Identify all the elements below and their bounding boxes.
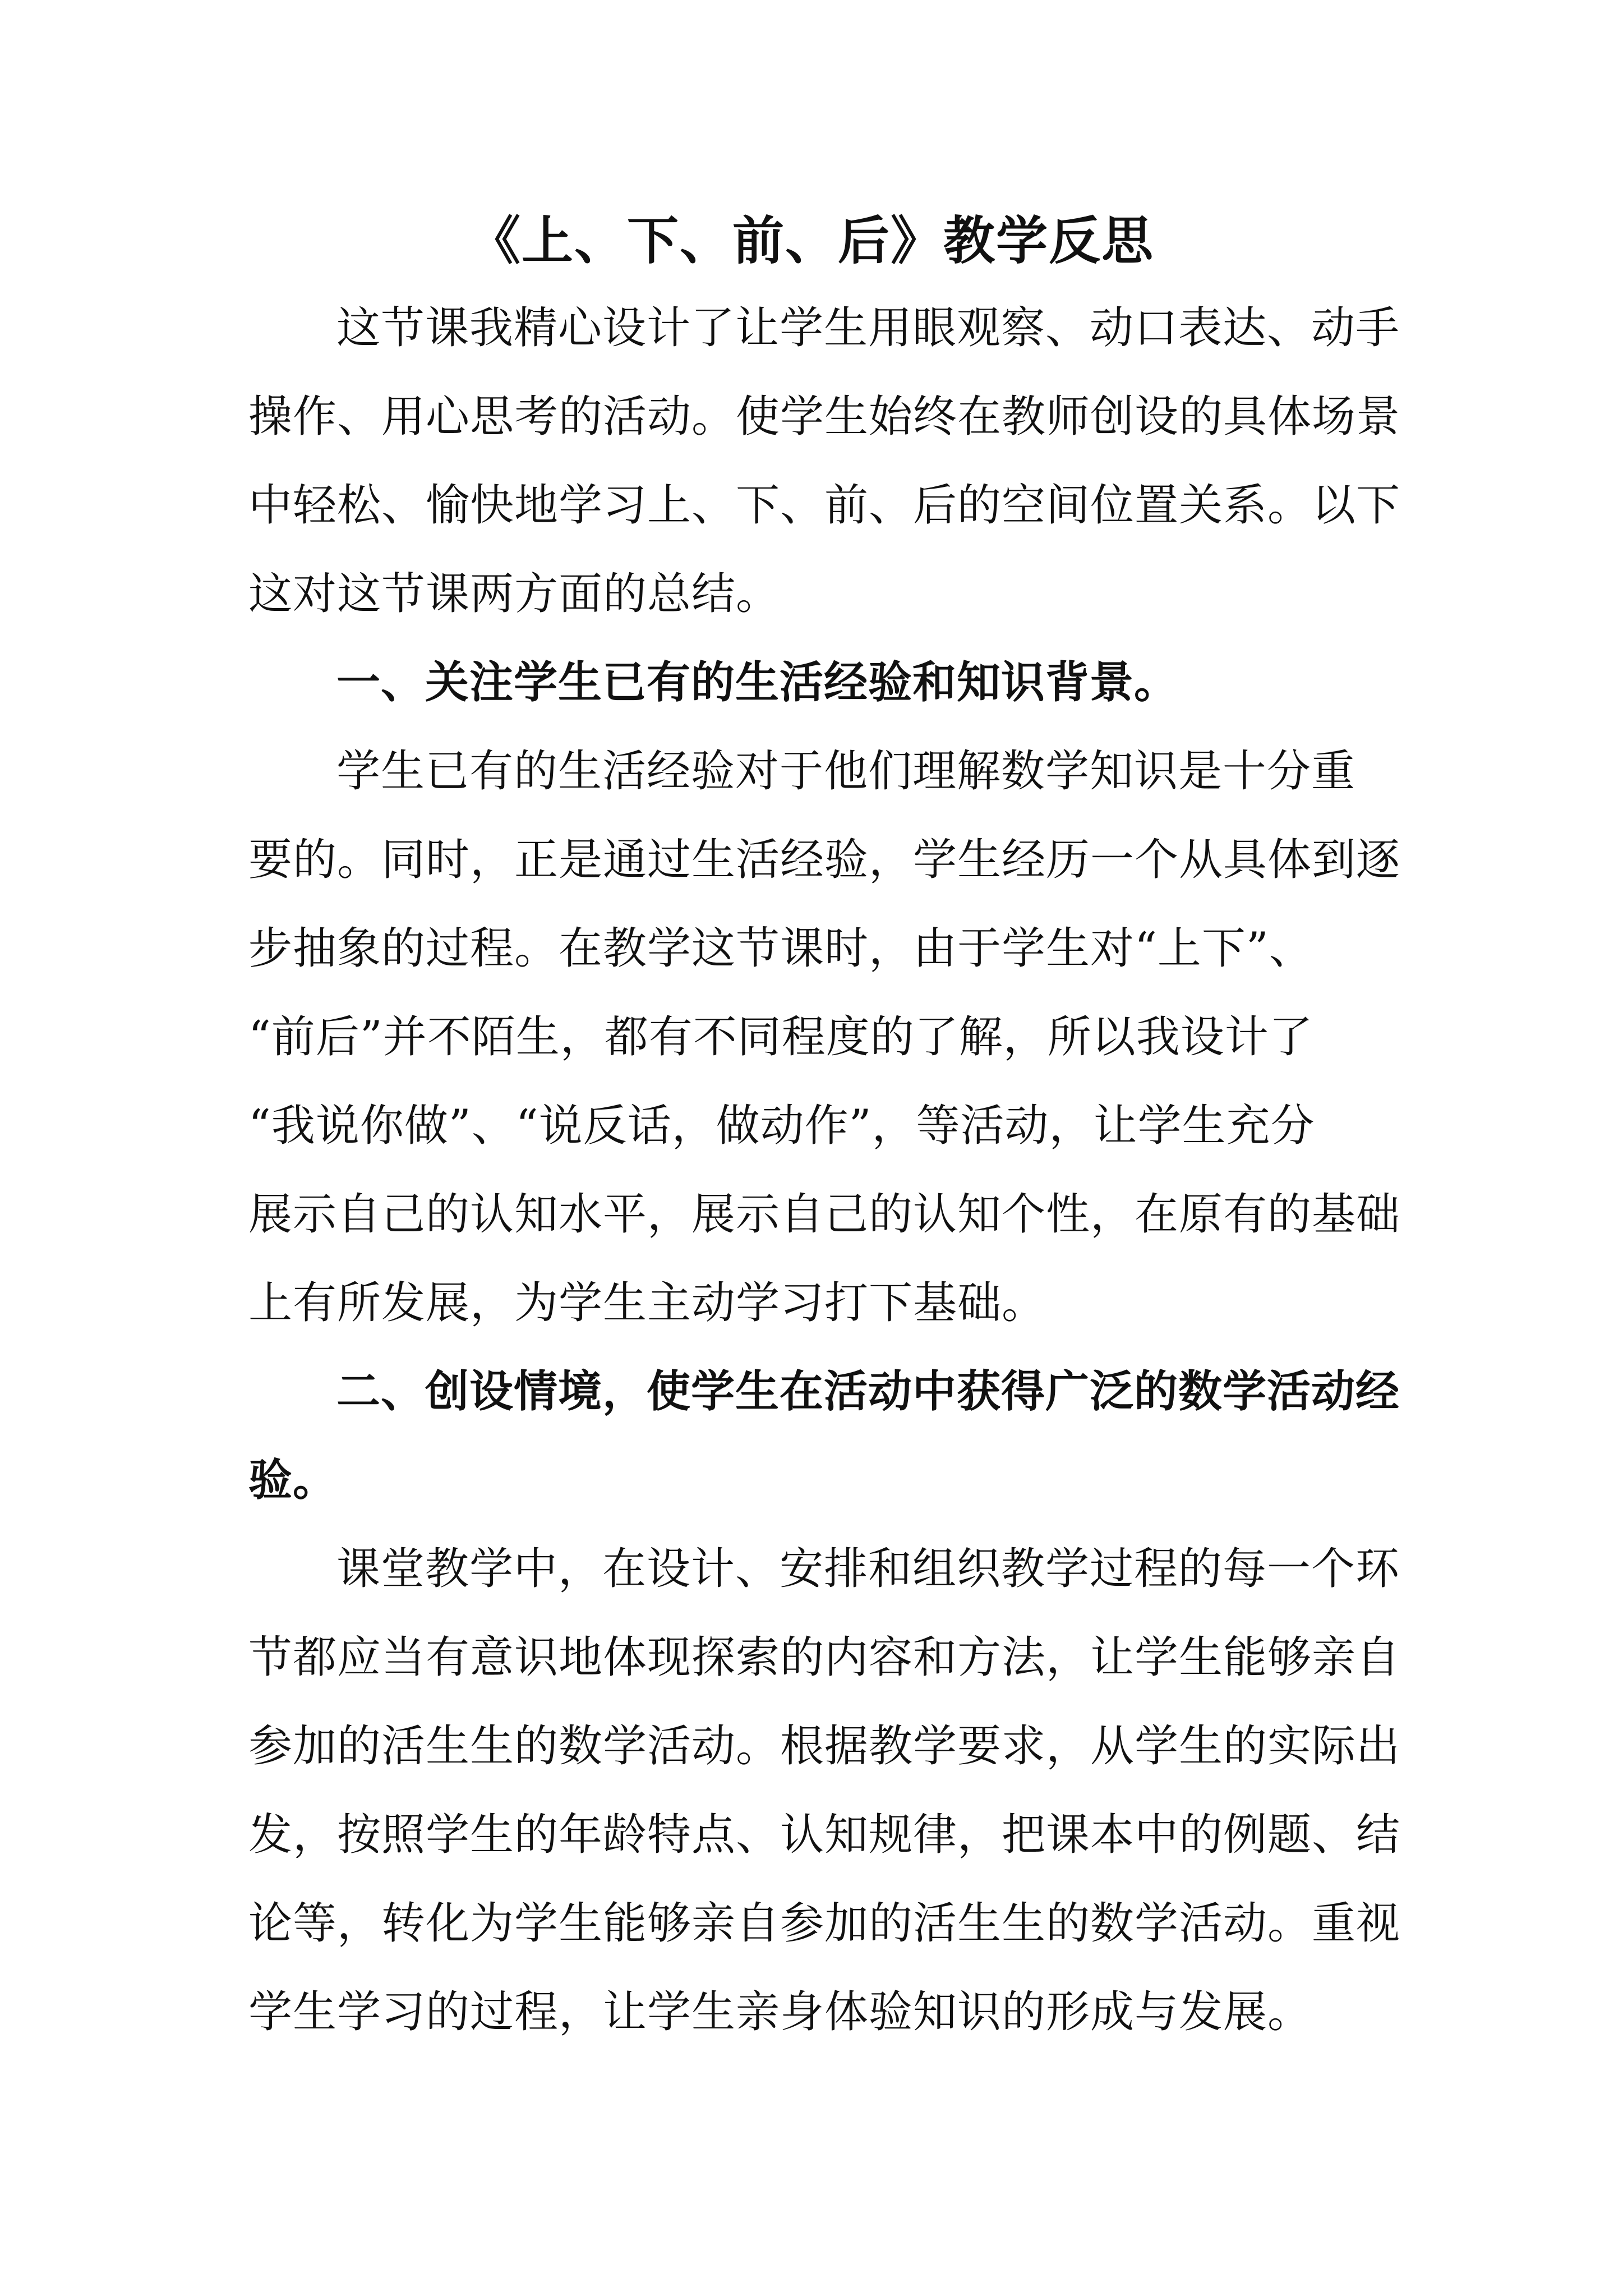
paragraph-section1-line: “前后”并不陌生，都有不同程度的了解，所以我设计了 xyxy=(248,1012,1313,1062)
paragraph-section2-line: 课堂教学中，在设计、安排和组织教学过程的每一个环 xyxy=(336,1544,1400,1594)
paragraph-section1-line: 学生已有的生活经验对于他们理解数学知识是十分重 xyxy=(336,746,1356,797)
paragraph-section1-line: 步抽象的过程。在教学这节课时，由于学生对“上下”、 xyxy=(248,923,1313,974)
paragraph-section2-line: 学生学习的过程，让学生亲身体验知识的形成与发展。 xyxy=(248,1987,1312,2037)
paragraph-intro-line: 中轻松、愉快地学习上、下、前、后的空间位置关系。以下 xyxy=(248,480,1401,531)
paragraph-intro-line: 这节课我精心设计了让学生用眼观察、动口表达、动手 xyxy=(336,303,1400,353)
paragraph-section1-line: 展示自己的认知水平，展示自己的认知个性，在原有的基础 xyxy=(248,1189,1401,1240)
paragraph-intro-line: 操作、用心思考的活动。使学生始终在教师创设的具体场景 xyxy=(248,392,1401,442)
paragraph-section2-line: 论等，转化为学生能够亲自参加的活生生的数学活动。重视 xyxy=(248,1898,1401,1949)
paragraph-section2-line: 参加的活生生的数学活动。根据教学要求，从学生的实际出 xyxy=(248,1721,1401,1772)
paragraph-section1-line: “我说你做”、“说反话，做动作”，等活动，让学生充分 xyxy=(248,1101,1315,1151)
paragraph-intro-line: 这对这节课两方面的总结。 xyxy=(248,569,781,619)
document-title: 《上、下、前、后》教学反思 xyxy=(468,211,1154,271)
paragraph-section2-line: 发，按照学生的年龄特点、认知规律，把课本中的例题、结 xyxy=(248,1810,1401,1860)
section-heading-2: 二、创设情境，使学生在活动中获得广泛的数学活动经 xyxy=(336,1366,1400,1417)
paragraph-section2-line: 节都应当有意识地体现探索的内容和方法，让学生能够亲自 xyxy=(248,1632,1401,1683)
paragraph-section1-line: 上有所发展，为学生主动学习打下基础。 xyxy=(248,1278,1046,1328)
paragraph-section1-line: 要的。同时，正是通过生活经验，学生经历一个从具体到逐 xyxy=(248,835,1401,885)
section-heading-1: 一、关注学生已有的生活经验和知识背景。 xyxy=(336,657,1179,708)
section-heading-2-continued: 验。 xyxy=(248,1455,338,1506)
